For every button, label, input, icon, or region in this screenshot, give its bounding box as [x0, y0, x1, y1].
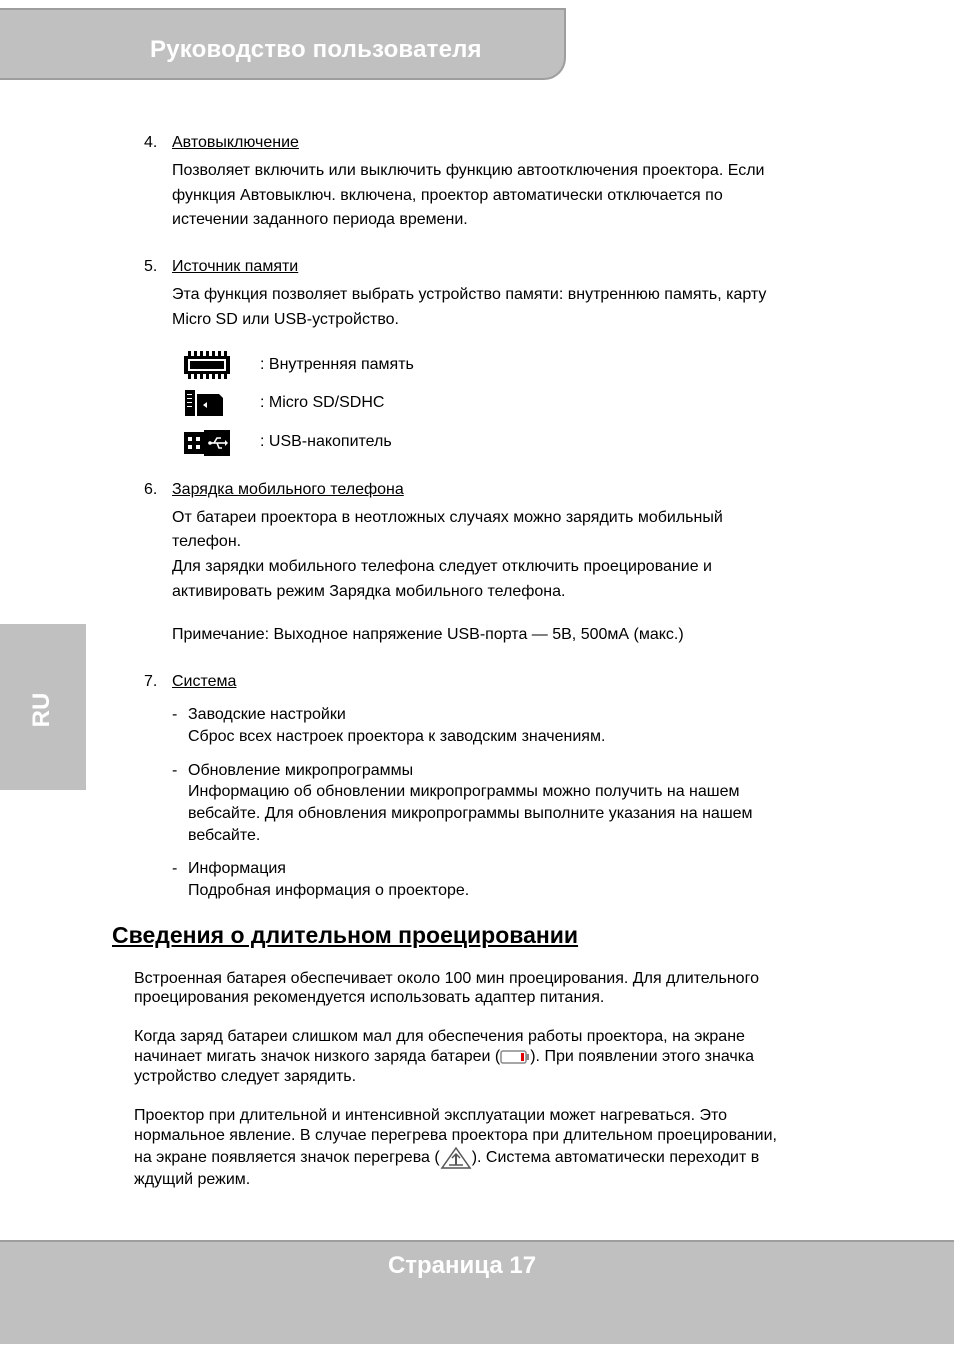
paragraph-text: ). Система автоматически переходит в: [471, 1149, 760, 1167]
section-heading: Сведения о длительном проецировании: [112, 922, 579, 948]
subitem-text-line: вебсайте. Для обновления микропрограммы выполните указания на нашем: [188, 805, 753, 822]
subitem-title-information: Информация: [188, 860, 286, 877]
item-title-memory-source: Источник памяти: [172, 258, 299, 275]
paragraph-text: на экране появляется значок перегрева (: [134, 1149, 440, 1167]
item-note: Примечание: Выходное напряжение USB-порта — 5В, 500мА (макс.): [172, 626, 684, 643]
subitem-text-line: Подробная информация о проекторе.: [188, 882, 470, 899]
header-title: Руководство пользователя: [150, 36, 482, 63]
item-number: 4.: [144, 134, 158, 151]
item-number: 7.: [144, 673, 158, 690]
paragraph-text: начинает мигать значок низкого заряда батареи (: [134, 1048, 501, 1065]
item-text-line: Для зарядки мобильного телефона следует отключить проецирование и: [172, 558, 712, 575]
subitem-dash: -: [172, 860, 178, 877]
paragraph-line: устройство следует зарядить.: [134, 1068, 357, 1085]
item-title-phone-charging: Зарядка мобильного телефона: [172, 481, 404, 498]
language-label: RU: [28, 692, 55, 728]
paragraph-line: нормальное явление. В случае перегрева проектора при длительном проецировании,: [134, 1127, 777, 1144]
item-title-system: Система: [172, 673, 237, 690]
usb-drive-icon: [184, 430, 230, 456]
paragraph-line: Когда заряд батареи слишком мал для обеспечения работы проектора, на экране: [134, 1028, 745, 1045]
paragraph-line-with-icon: [134, 1047, 754, 1067]
item-text-line: Micro SD или USB-устройство.: [172, 311, 399, 328]
item-text-line: От батареи проектора в неотложных случаях можно зарядить мобильный: [172, 509, 723, 526]
item-text-line: функция Автовыключ. включена, проектор автоматически отключается по: [172, 187, 723, 204]
subitem-title-firmware-update: Обновление микропрограммы: [188, 762, 414, 779]
paragraph-line: ждущий режим.: [134, 1171, 251, 1188]
subitem-text-line: вебсайте.: [188, 827, 261, 844]
micro-sd-icon: [185, 390, 223, 416]
subitem-dash: -: [172, 706, 178, 723]
paragraph-text: ). При появлении этого значка: [530, 1048, 754, 1065]
item-text-line: Эта функция позволяет выбрать устройство памяти: внутреннюю память, карту: [172, 286, 767, 303]
item-text-line: истечении заданного периода времени.: [172, 211, 468, 228]
item-text-line: телефон.: [172, 533, 242, 550]
paragraph-line: Проектор при длительной и интенсивной эксплуатации может нагреваться. Это: [134, 1107, 728, 1124]
item-number: 5.: [144, 258, 158, 275]
source-label-usb: : USB-накопитель: [260, 433, 392, 450]
item-number: 6.: [144, 481, 158, 498]
item-text-line: активировать режим Зарядка мобильного телефона.: [172, 583, 566, 600]
overheat-warning-icon: [440, 1146, 472, 1170]
low-battery-icon: [500, 1049, 530, 1065]
subitem-text-line: Сброс всех настроек проектора к заводским значениям.: [188, 728, 606, 745]
page-number: Страница 17: [387, 1252, 537, 1279]
source-label-internal: : Внутренняя память: [260, 356, 414, 373]
subitem-text-line: Информацию об обновлении микропрограммы можно получить на нашем: [188, 783, 740, 800]
paragraph-line: проецирования рекомендуется использовать адаптер питания.: [134, 989, 605, 1006]
subitem-dash: -: [172, 762, 178, 779]
item-title-autooff: Автовыключение: [172, 134, 299, 151]
paragraph-line: Встроенная батарея обеспечивает около 100 мин проецирования. Для длительного: [134, 970, 759, 987]
internal-memory-icon: [184, 351, 230, 379]
paragraph-line-with-icon: [134, 1146, 759, 1170]
source-label-microsd: : Micro SD/SDHC: [260, 394, 385, 411]
item-text-line: Позволяет включить или выключить функцию автоотключения проектора. Если: [172, 162, 765, 179]
subitem-title-factory-reset: Заводские настройки: [188, 706, 346, 723]
